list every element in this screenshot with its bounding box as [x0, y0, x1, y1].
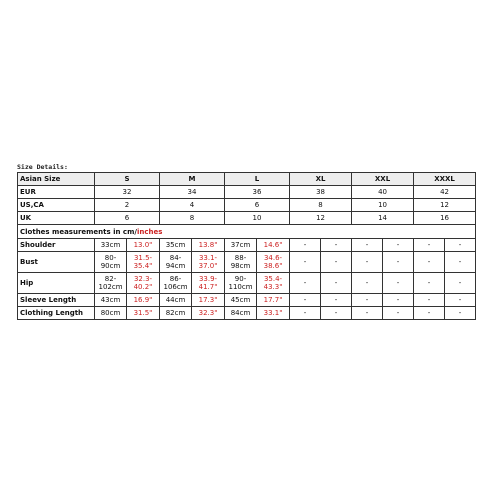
inch-cell: 34.6-38.6" — [257, 252, 290, 273]
inch-cell: 32.3-40.2" — [127, 273, 160, 294]
size-cell: 38 — [290, 186, 352, 199]
empty-cell: - — [321, 273, 352, 294]
empty-cell: - — [445, 273, 476, 294]
size-cell: 10 — [225, 212, 290, 225]
size-chart-table — [17, 172, 476, 320]
row-label: Hip — [18, 273, 95, 294]
row-label: Shoulder — [18, 239, 95, 252]
empty-cell: - — [383, 294, 414, 307]
inch-cell: 13.0" — [127, 239, 160, 252]
size-header-l: L — [225, 173, 290, 186]
empty-cell: - — [352, 307, 383, 320]
empty-cell: - — [290, 273, 321, 294]
inch-cell: 31.5" — [127, 307, 160, 320]
inch-cell: 14.6" — [257, 239, 290, 252]
table-row — [18, 252, 476, 273]
size-header-xxxl: XXXL — [414, 173, 476, 186]
size-header-s: S — [95, 173, 160, 186]
size-cell: 6 — [95, 212, 160, 225]
empty-cell: - — [445, 294, 476, 307]
empty-cell: - — [321, 239, 352, 252]
section-inches-word: inches — [136, 227, 163, 236]
size-cell: 32 — [95, 186, 160, 199]
inch-cell: 17.7" — [257, 294, 290, 307]
cm-cell: 80cm — [95, 307, 127, 320]
empty-cell: - — [383, 307, 414, 320]
cm-cell: 90-110cm — [225, 273, 257, 294]
inch-cell: 31.5-35.4" — [127, 252, 160, 273]
cm-cell: 84-94cm — [160, 252, 192, 273]
inch-cell: 33.1-37.0" — [192, 252, 225, 273]
table-row — [18, 307, 476, 320]
empty-cell: - — [383, 273, 414, 294]
measurement-section-row — [18, 225, 476, 239]
cm-cell: 35cm — [160, 239, 192, 252]
size-header-row — [18, 173, 476, 186]
empty-cell: - — [352, 252, 383, 273]
table-row — [18, 199, 476, 212]
cm-cell: 82cm — [160, 307, 192, 320]
size-cell: 6 — [225, 199, 290, 212]
size-cell: 34 — [160, 186, 225, 199]
empty-cell: - — [445, 252, 476, 273]
size-cell: 4 — [160, 199, 225, 212]
size-cell: 12 — [414, 199, 476, 212]
size-cell: 36 — [225, 186, 290, 199]
empty-cell: - — [414, 239, 445, 252]
size-cell: 12 — [290, 212, 352, 225]
empty-cell: - — [383, 252, 414, 273]
size-cell: 16 — [414, 212, 476, 225]
cm-cell: 37cm — [225, 239, 257, 252]
empty-cell: - — [290, 294, 321, 307]
empty-cell: - — [383, 239, 414, 252]
size-cell: 42 — [414, 186, 476, 199]
cm-cell: 43cm — [95, 294, 127, 307]
cm-cell: 82-102cm — [95, 273, 127, 294]
asian-size-header: Asian Size — [18, 173, 95, 186]
size-details-caption: Size Details: — [17, 163, 68, 171]
empty-cell: - — [445, 239, 476, 252]
inch-cell: 13.8" — [192, 239, 225, 252]
empty-cell: - — [321, 252, 352, 273]
inch-cell: 33.1" — [257, 307, 290, 320]
cm-cell: 84cm — [225, 307, 257, 320]
row-label: UK — [18, 212, 95, 225]
cm-cell: 33cm — [95, 239, 127, 252]
empty-cell: - — [321, 294, 352, 307]
section-prefix: Clothes measurements in cm/ — [20, 227, 137, 236]
size-cell: 8 — [160, 212, 225, 225]
size-cell: 14 — [352, 212, 414, 225]
size-header-m: M — [160, 173, 225, 186]
size-cell: 10 — [352, 199, 414, 212]
measurement-section-label — [18, 225, 476, 239]
cm-cell: 88-98cm — [225, 252, 257, 273]
empty-cell: - — [414, 252, 445, 273]
empty-cell: - — [290, 307, 321, 320]
size-cell: 40 — [352, 186, 414, 199]
row-label: Bust — [18, 252, 95, 273]
row-label: EUR — [18, 186, 95, 199]
empty-cell: - — [445, 307, 476, 320]
table-row — [18, 273, 476, 294]
cm-cell: 44cm — [160, 294, 192, 307]
empty-cell: - — [414, 307, 445, 320]
row-label: Sleeve Length — [18, 294, 95, 307]
empty-cell: - — [321, 307, 352, 320]
inch-cell: 16.9" — [127, 294, 160, 307]
empty-cell: - — [352, 239, 383, 252]
empty-cell: - — [290, 252, 321, 273]
cm-cell: 80-90cm — [95, 252, 127, 273]
table-row — [18, 212, 476, 225]
inch-cell: 17.3" — [192, 294, 225, 307]
inch-cell: 33.9-41.7" — [192, 273, 225, 294]
cm-cell: 45cm — [225, 294, 257, 307]
inch-cell: 35.4-43.3" — [257, 273, 290, 294]
size-cell: 2 — [95, 199, 160, 212]
empty-cell: - — [290, 239, 321, 252]
empty-cell: - — [352, 273, 383, 294]
size-header-xl: XL — [290, 173, 352, 186]
size-details-section — [17, 163, 475, 320]
empty-cell: - — [414, 294, 445, 307]
table-row — [18, 239, 476, 252]
cm-cell: 86-106cm — [160, 273, 192, 294]
row-label: US,CA — [18, 199, 95, 212]
inch-cell: 32.3" — [192, 307, 225, 320]
empty-cell: - — [414, 273, 445, 294]
row-label: Clothing Length — [18, 307, 95, 320]
size-cell: 8 — [290, 199, 352, 212]
empty-cell: - — [352, 294, 383, 307]
table-row — [18, 294, 476, 307]
table-row — [18, 186, 476, 199]
size-header-xxl: XXL — [352, 173, 414, 186]
